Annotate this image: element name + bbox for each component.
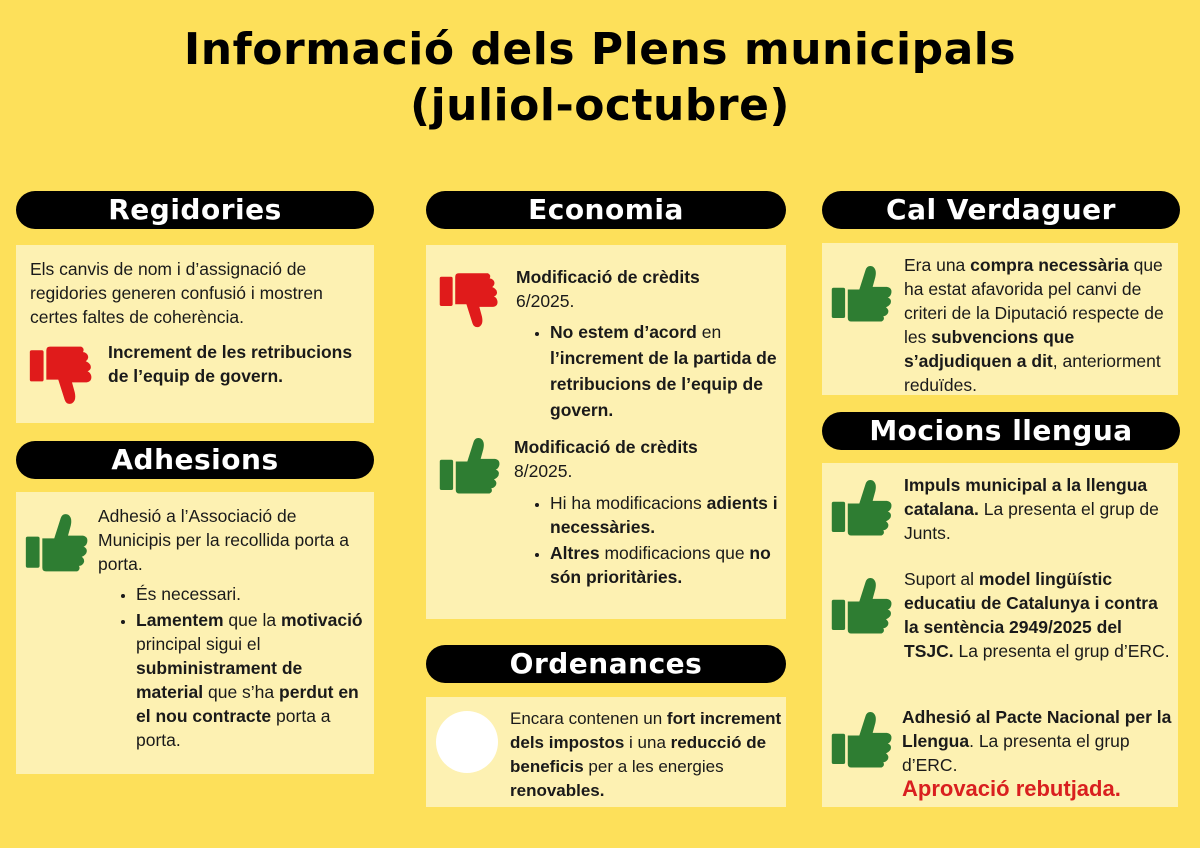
thumbs-up-icon	[438, 433, 502, 499]
bullet-text: que s’ha	[203, 682, 280, 702]
bullet-text: Lamentem	[136, 610, 224, 630]
text-span: La presenta el grup de Junts.	[904, 499, 1159, 543]
text-span: Encara contenen un	[510, 709, 667, 728]
bullet-text: en	[696, 322, 722, 342]
thumbs-up-icon	[830, 573, 894, 639]
regidories-header: Regidories	[16, 191, 374, 229]
ordenances-header: Ordenances	[426, 645, 786, 683]
ordenances-text	[510, 707, 786, 803]
bullet-text: perdut en el nou contracte	[136, 682, 359, 726]
cal-verdaguer-header: Cal Verdaguer	[822, 191, 1180, 229]
text-span: Suport al	[904, 569, 979, 589]
bullet-text: subministrament de material	[136, 658, 303, 702]
economia-mod1-list	[528, 315, 780, 425]
text-span: reducció de beneficis	[510, 733, 767, 776]
page-title	[0, 22, 1200, 134]
mod1-title: Modificació de crèdits	[516, 267, 700, 287]
list-item	[550, 491, 780, 539]
mocio-1	[904, 473, 1176, 545]
bullet-text: porta a porta.	[136, 706, 331, 750]
economia-card	[426, 245, 786, 619]
text-span: renovables.	[510, 781, 605, 800]
text-span: . La presenta el grup d’ERC.	[902, 731, 1130, 775]
thumbs-down-icon	[28, 341, 94, 409]
list-item	[550, 541, 780, 589]
adhesions-card	[16, 492, 374, 774]
economia-mod2	[514, 435, 776, 483]
mocions-header: Mocions llengua	[822, 412, 1180, 450]
economia-mod2-list	[528, 487, 780, 591]
list-item	[136, 582, 366, 606]
bullet-text: Hi ha modificacions	[550, 493, 707, 513]
bullet-text: motivació	[280, 610, 363, 630]
text-span: compra necessària	[970, 255, 1129, 275]
thumbs-up-icon	[830, 261, 894, 327]
regidories-intro: Els canvis de nom i d’assignació de regidories generen confusió i mostren certes faltes de coherència.	[30, 259, 323, 327]
text-span: model lingüístic educatiu de Catalunya i contra la sentència 2949/2025 del TSJC.	[904, 569, 1158, 661]
thumbs-up-icon	[830, 707, 894, 773]
list-item	[550, 319, 780, 423]
text-span: subvencions que s’adjudiquen a dit	[904, 327, 1075, 371]
text-span: Adhesió al Pacte Nacional per la Llengua	[902, 707, 1172, 751]
bullet-text: És necessari.	[136, 584, 242, 604]
thumbs-down-icon	[438, 267, 500, 333]
mod2-number: 8/2025.	[514, 461, 573, 481]
adhesions-header: Adhesions	[16, 441, 374, 479]
page-title-line2: (juliol-octubre)	[409, 80, 791, 131]
regidories-card	[16, 245, 374, 423]
bullet-text: principal sigui el	[136, 634, 261, 654]
economia-mod1	[516, 265, 776, 313]
text-span: La presenta el grup d’ERC.	[953, 641, 1170, 661]
list-item	[136, 608, 366, 752]
mod2-title: Modificació de crèdits	[514, 437, 698, 457]
bullet-text: adients i necessàries.	[550, 493, 778, 537]
mocions-card	[822, 463, 1178, 807]
bullet-text: Altres	[550, 543, 600, 563]
mocio-3	[902, 705, 1176, 801]
text-span: Impuls municipal a la llengua catalana.	[904, 475, 1148, 519]
text-span: fort increment dels impostos	[510, 709, 782, 752]
text-span: Era una	[904, 255, 971, 275]
page-title-line1: Informació dels Plens municipals	[183, 24, 1017, 75]
bullet-text: No estem d’acord	[550, 322, 697, 342]
thumbs-up-icon	[830, 475, 894, 541]
mod1-number: 6/2025.	[516, 291, 575, 311]
text-span: i una	[624, 733, 671, 752]
mocio-2	[904, 567, 1176, 663]
bullet-text: modificacions que	[599, 543, 750, 563]
text-span: per a les energies	[583, 757, 724, 776]
ordenances-card	[426, 697, 786, 807]
economia-header: Economia	[426, 191, 786, 229]
bullet-text: que la	[223, 610, 281, 630]
text-span: , anteriorment reduïdes.	[904, 351, 1161, 395]
adhesions-list	[114, 578, 366, 754]
bullet-text: no són prioritàries.	[550, 543, 771, 587]
cal-verdaguer-text	[904, 253, 1174, 397]
text-span: que ha estat afavorida pel canvi de criteri de la Diputació respecte de les	[904, 255, 1164, 347]
adhesions-intro: Adhesió a l’Associació de Municipis per la recollida porta a porta.	[98, 506, 349, 574]
regidories-item: Increment de les retribucions de l’equip de govern.	[108, 342, 353, 386]
neutral-circle-icon	[436, 711, 498, 773]
rejected-status: Aprovació rebutjada.	[902, 776, 1121, 801]
thumbs-up-icon	[24, 510, 90, 576]
bullet-text: l’increment de la partida de retribucions de l’equip de govern.	[550, 348, 777, 420]
cal-verdaguer-card	[822, 243, 1178, 395]
